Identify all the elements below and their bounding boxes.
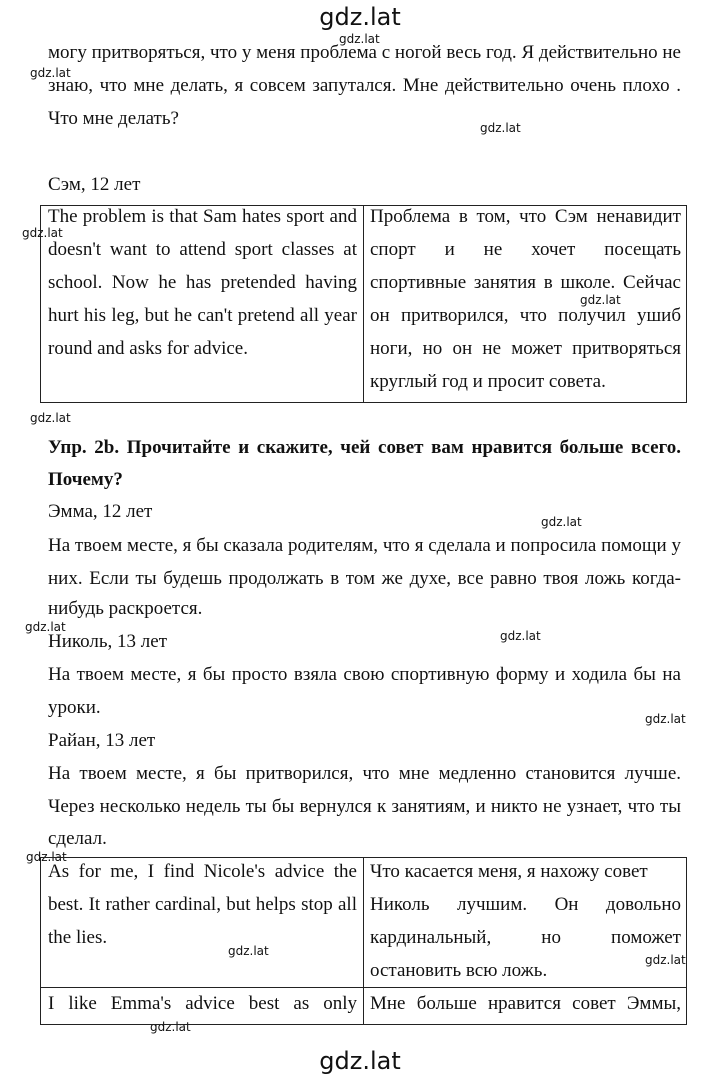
exercise-title: Упр. 2b. Прочитайте и скажите, чей совет вам нравится больше всего. (48, 437, 681, 458)
watermark: gdz.lat (30, 411, 71, 425)
table-cell-ru: Проблема в том, что Сэм ненавидит (370, 206, 681, 227)
watermark: gdz.lat (150, 1020, 191, 1034)
advice-line: На твоем месте, я бы сказала родителям, что я сделала и попросила помощи у (48, 535, 681, 556)
table-cell-ru: остановить всю ложь. (370, 960, 548, 981)
author-heading-nicole: Николь, 13 лет (48, 631, 168, 652)
intro-line: знаю, что мне делать, я совсем запутался. Мне действительно очень плохо . (48, 75, 681, 96)
advice-line: На твоем месте, я бы просто взяла свою спортивную форму и ходила бы на (48, 664, 681, 685)
watermark: gdz.lat (228, 944, 269, 958)
advice-line: На твоем месте, я бы притворился, что мне медленно становится лучше. (48, 763, 681, 784)
table-cell-ru: Мне больше нравится совет Эммы, (370, 993, 681, 1014)
watermark-top: gdz.lat (319, 3, 401, 31)
table-cell-en: best. It rather cardinal, but helps stop all (48, 894, 357, 915)
table-cell-ru: кардинальный, но поможет (370, 927, 681, 948)
table-cell-en: doesn't want to attend sport classes at (48, 239, 357, 260)
intro-line: могу притворяться, что у меня проблема с ногой весь год. Я действительно не (48, 42, 681, 63)
advice-line: них. Если ты будешь продолжать в том же духе, все равно твоя ложь когда- (48, 568, 681, 589)
table-cell-en: round and asks for advice. (48, 338, 248, 359)
table-cell-en: As for me, I find Nicole's advice the (48, 861, 357, 882)
watermark: gdz.lat (645, 712, 686, 726)
exercise-title-cont: Почему? (48, 469, 123, 490)
watermark: gdz.lat (580, 293, 621, 307)
table-cell-en: hurt his leg, but he can't pretend all year (48, 305, 357, 326)
table-cell-en: The problem is that Sam hates sport and (48, 206, 357, 227)
advice-line: Через несколько недель ты бы вернулся к занятиям, и никто не узнает, что ты (48, 796, 681, 817)
watermark: gdz.lat (541, 515, 582, 529)
table-cell-ru: Что касается меня, я нахожу совет (370, 861, 648, 882)
table-row-divider (40, 987, 687, 988)
advice-line: сделал. (48, 828, 107, 849)
watermark: gdz.lat (500, 629, 541, 643)
advice-line: нибудь раскроется. (48, 598, 203, 619)
table-cell-ru: он притворился, что получил ушиб (370, 305, 681, 326)
table-cell-en: I like Emma's advice best as only (48, 993, 357, 1014)
watermark: gdz.lat (339, 32, 380, 46)
table-cell-ru: спортивные занятия в школе. Сейчас (370, 272, 681, 293)
watermark: gdz.lat (25, 620, 66, 634)
table-divider (363, 857, 364, 1025)
watermark: gdz.lat (22, 226, 63, 240)
table-cell-ru: спорт и не хочет посещать (370, 239, 681, 260)
intro-line: Что мне делать? (48, 108, 179, 129)
table-cell-ru: круглый год и просит совета. (370, 371, 606, 392)
author-heading-ryan: Райан, 13 лет (48, 730, 156, 751)
table-cell-ru: ноги, но он не может притворяться (370, 338, 681, 359)
watermark: gdz.lat (26, 850, 67, 864)
table-divider (363, 205, 364, 403)
table-cell-en: school. Now he has pretended having (48, 272, 357, 293)
watermark-bottom: gdz.lat (319, 1047, 401, 1075)
watermark: gdz.lat (645, 953, 686, 967)
author-heading-emma: Эмма, 12 лет (48, 501, 153, 522)
author-heading-sam: Сэм, 12 лет (48, 174, 141, 195)
table-cell-ru: Николь лучшим. Он довольно (370, 894, 681, 915)
watermark: gdz.lat (30, 66, 71, 80)
advice-line: уроки. (48, 697, 101, 718)
watermark: gdz.lat (480, 121, 521, 135)
table-cell-en: the lies. (48, 927, 108, 948)
